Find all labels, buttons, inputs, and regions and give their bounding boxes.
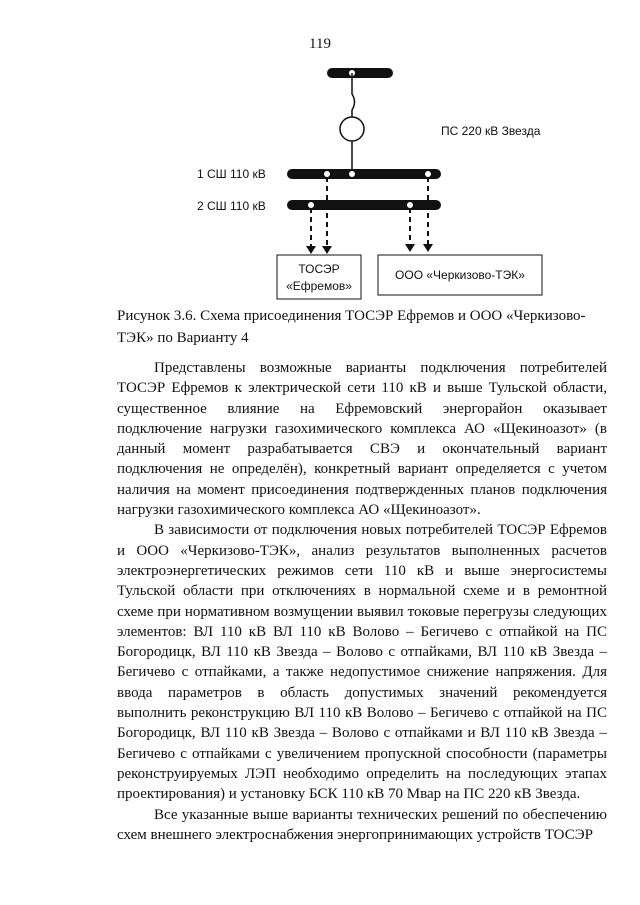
paragraph: В зависимости от подключения новых потребителей ТОСЭР Ефремов и ООО «Черкизово-ТЭК», анализ результатов выполненных расчетов электроэнергетических режимов сети 110 кВ и выше энергосистемы Тульской области при отключениях в нормальной схеме и в ремонтной схеме при нормативном возмущении выявил токовые перегрузы следующих элементов: ВЛ 110 кВ ВЛ 110 кВ Волово – Бегичево с отпайкой на ПС Богородицк, ВЛ 110 кВ Звезда – Волово с отпайками, ВЛ 110 кВ Звезда – Бегичево с отпайками, а также недопустимое снижение напряжения. Для ввода параметров в область допустимых значений рекомендуется выполнить реконструкцию ВЛ 110 кВ Волово – Бегичево с отпайкой на ПС Богородицк, ВЛ 110 кВ Звезда – Волово с отпайками и ВЛ 110 кВ Звезда – Бегичево с отпайками с увеличением пропускной способности (параметры реконструируемых ЛЭП необходимо определить на последующих этапах проектирования) и установку БСК 110 кВ 70 Мвар на ПС 220 кВ Звезда.	[117, 522, 607, 803]
consumer-cherkizovo-label: ООО «Черкизово-ТЭК»	[395, 268, 525, 282]
transformer-symbol	[340, 117, 364, 141]
consumer-efremov-line2: «Ефремов»	[286, 279, 352, 293]
page-number: 119	[309, 36, 331, 52]
paragraph: Все указанные выше варианты технических решений по обеспечению схем внешнего электроснабжения энергопринимающих устройств ТОСЭР	[117, 806, 607, 843]
feeder-arrow	[322, 246, 332, 254]
bus-2-node	[407, 202, 413, 208]
transformer-lead-upper	[352, 73, 355, 117]
connection-diagram	[0, 0, 640, 300]
feeder-arrow	[405, 244, 415, 252]
paragraph: Представлены возможные варианты подключения потребителей ТОСЭР Ефремов к электрической сети 110 кВ и выше Тульской области, существенное влияние на Ефремовский энергорайон оказывает подключение нагрузки газохимического комплекса АО «Щекиноазот» (в данный момент разрабатывается СВЭ и окончательный вариант подключения не определён), конкретный вариант определяется с учетом наличия на момент присоединения подтвержденных планов подключения нагрузки газохимического комплекса АО «Щекиноазот».	[117, 360, 607, 519]
bus-1-node	[349, 171, 355, 177]
bus-2-label: 2 СШ 110 кВ	[197, 199, 266, 213]
feeder-arrow	[306, 246, 316, 254]
figure-caption: Рисунок 3.6. Схема присоединения ТОСЭР Ефремов и ООО «Черкизово-ТЭК» по Варианту 4	[117, 308, 586, 346]
consumer-efremov-line1: ТОСЭР	[298, 262, 340, 276]
bus-1-label: 1 СШ 110 кВ	[197, 167, 266, 181]
bus-2-node	[308, 202, 314, 208]
body-text	[117, 358, 607, 845]
bus-1-node	[425, 171, 431, 177]
bus-1-node	[324, 171, 330, 177]
feeder-arrow	[423, 244, 433, 252]
substation-label: ПС 220 кВ Звезда	[441, 124, 541, 138]
